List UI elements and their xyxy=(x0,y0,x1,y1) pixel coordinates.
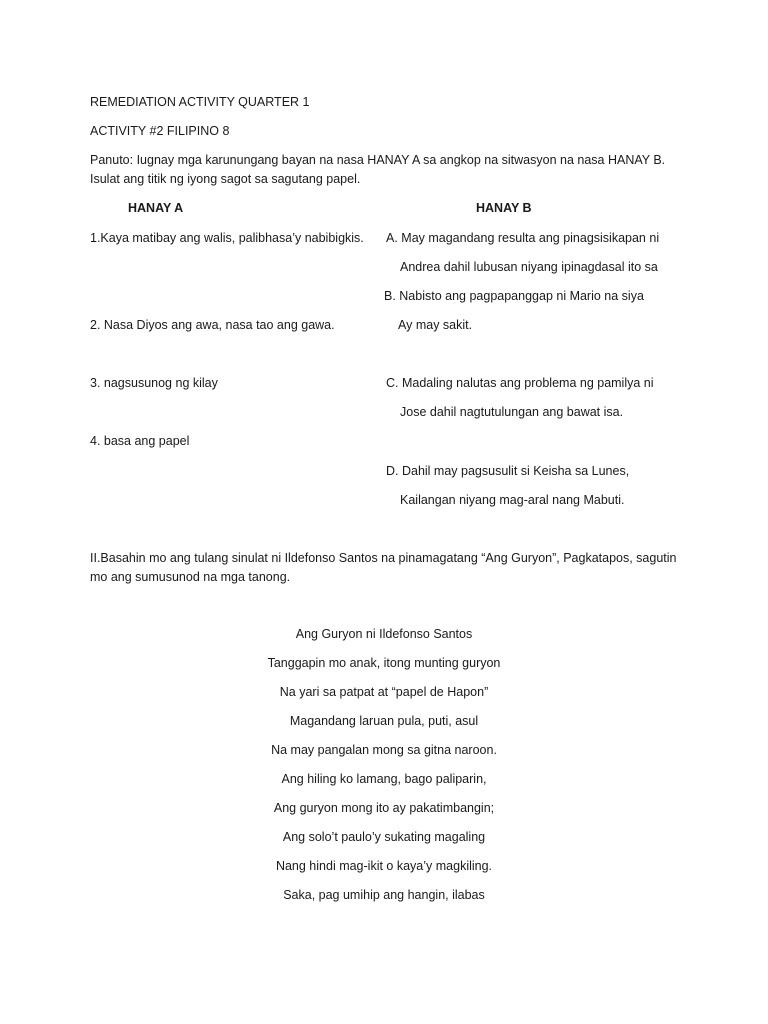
hanay-b-line: C. Madaling nalutas ang problema ng pamilya ni xyxy=(386,376,654,390)
poem-line: Magandang laruan pula, puti, asul xyxy=(289,714,479,728)
hanay-a-item: 3. nagsusunog ng kilay xyxy=(90,376,218,390)
hanay-b-line: A. May magandang resulta ang pinagsisikapan ni xyxy=(386,231,660,245)
poem-line: Tanggapin mo anak, itong munting guryon xyxy=(267,656,501,670)
hanay-b-line: Kailangan niyang mag-aral nang Mabuti. xyxy=(400,493,625,507)
hanay-b-line: B. Nabisto ang pagpapanggap ni Mario na siya xyxy=(384,289,644,303)
hanay-a-item: 1.Kaya matibay ang walis, palibhasa’y nabibigkis. xyxy=(90,231,364,245)
poem-title: Ang Guryon ni Ildefonso Santos xyxy=(295,627,473,641)
poem-line: Ang guryon mong ito ay pakatimbangin; xyxy=(273,801,495,815)
part-two-line-2: mo ang sumusunod na mga tanong. xyxy=(90,570,291,584)
hanay-b-line: Jose dahil nagtutulungan ang bawat isa. xyxy=(400,405,624,419)
poem-line: Saka, pag umihip ang hangin, ilabas xyxy=(283,888,485,902)
poem-line: Ang solo’t paulo’y sukating magaling xyxy=(282,830,486,844)
activity-heading: ACTIVITY #2 FILIPINO 8 xyxy=(90,124,230,138)
hanay-b-heading: HANAY B xyxy=(476,201,532,215)
instructions-line-2: Isulat ang titik ng iyong sagot sa sagutang papel. xyxy=(90,172,361,186)
instructions-line-1: Panuto: Iugnay mga karunungang bayan na nasa HANAY A sa angkop na sitwasyon na nasa HANAY B. xyxy=(90,153,666,167)
hanay-a-item: 2. Nasa Diyos ang awa, nasa tao ang gawa. xyxy=(90,318,335,332)
hanay-b-line: D. Dahil may pagsusulit si Keisha sa Lunes, xyxy=(386,464,630,478)
poem-line: Na yari sa patpat at “papel de Hapon” xyxy=(279,685,489,699)
hanay-a-item: 4. basa ang papel xyxy=(90,434,190,448)
poem-line: Na may pangalan mong sa gitna naroon. xyxy=(271,743,497,757)
document-title: REMEDIATION ACTIVITY QUARTER 1 xyxy=(90,95,310,109)
poem-line: Nang hindi mag-ikit o kaya’y magkiling. xyxy=(275,859,493,873)
part-two-line-1: II.Basahin mo ang tulang sinulat ni Ildefonso Santos na pinamagatang “Ang Guryon”, Pagkatapos, sagutin xyxy=(90,551,677,565)
hanay-b-line: Ay may sakit. xyxy=(398,318,473,332)
hanay-a-heading: HANAY A xyxy=(128,201,184,215)
poem-line: Ang hiling ko lamang, bago paliparin, xyxy=(281,772,487,786)
hanay-b-line: Andrea dahil lubusan niyang ipinagdasal ito sa xyxy=(400,260,658,274)
